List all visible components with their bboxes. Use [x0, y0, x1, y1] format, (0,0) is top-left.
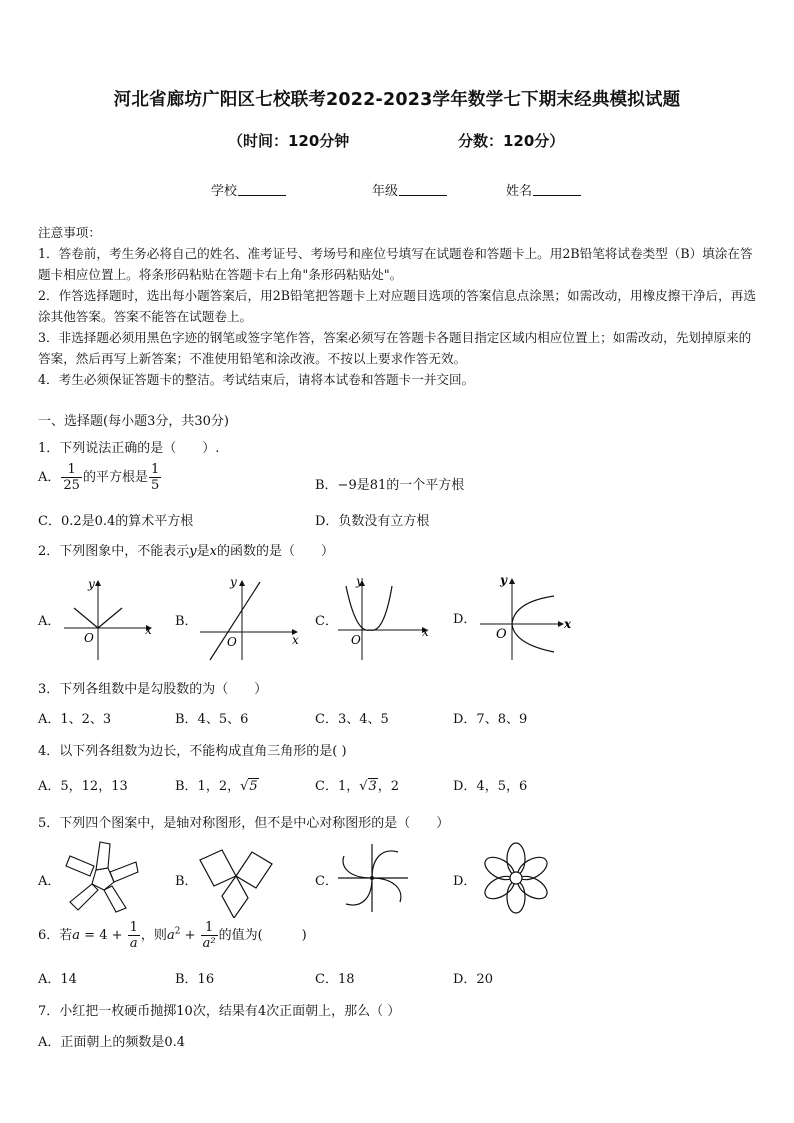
note-item: 4．考生必须保证答题卡的整洁。考试结束后，请将本试卷和答题卡一并交回。 [38, 372, 475, 387]
origin-label: O [227, 635, 237, 649]
note-item: 2．作答选择题时，选出每小题答案后，用2B铅笔把答题卡上对应题目选项的答案信息点涂黑；如需改动，用橡皮擦干净后，再选涂其他答案。答案不能答在试题卷上。 [38, 288, 756, 324]
grade-label: 年级 [372, 184, 399, 199]
q2-label-b[interactable]: B． [175, 614, 198, 629]
q5-pattern-star[interactable] [62, 838, 142, 918]
q2-label-c[interactable]: C． [315, 614, 338, 629]
q5-label-d[interactable]: D． [453, 874, 477, 889]
note-item: 3．非选择题必须用黑色字迹的钢笔或签字笔作答，答案必须写在答题卡各题目指定区域内相应位置上；如需改动，先划掉原来的答案，然后再写上新答案；不准使用铅笔和涂改液。不按以上要求作答无效。 [38, 330, 752, 366]
axis-y-label: y [356, 574, 363, 588]
q6-option-b[interactable]: B．16 [175, 972, 215, 987]
notes-heading: 注意事项： [38, 225, 101, 240]
section-heading: 一、选择题(每小题3分，共30分) [38, 414, 229, 429]
axis-y-label: y [88, 577, 95, 591]
q5-label-c[interactable]: C． [315, 874, 338, 889]
fraction: $\frac{1}{a}$ [129, 920, 138, 951]
q5-label-a[interactable]: A． [38, 874, 61, 889]
name-label: 姓名 [506, 184, 533, 199]
sqrt: √5 [240, 779, 258, 794]
q1-option-d[interactable]: D．负数没有立方根 [315, 514, 430, 529]
grade-blank[interactable] [399, 183, 447, 196]
q6-option-c[interactable]: C．18 [315, 972, 355, 987]
sqrt: √3 [359, 779, 377, 794]
q2-graph-d[interactable] [474, 568, 578, 664]
q2-graph-a[interactable] [60, 572, 160, 664]
q4-option-b[interactable]: B．1，2，√5 [175, 779, 258, 794]
q5-pattern-pinwheel[interactable] [334, 838, 414, 918]
q1-option-b[interactable]: B．−9是81的一个平方根 [315, 478, 465, 493]
axis-x-label: x [564, 617, 572, 631]
q5-stem: 5．下列四个图案中，是轴对称图形，但不是中心对称图形的是（ ） [38, 816, 450, 831]
school-label: 学校 [211, 184, 238, 199]
q5-pattern-flower[interactable] [474, 836, 558, 920]
q6-stem: 6．若a = 4 + $\frac{1}{a}$ ，则$a^2$ + $\frac{1}{\text{a²}}$ 的值为( ) [38, 920, 307, 951]
q3-option-c[interactable]: C．3、4、5 [315, 712, 389, 727]
q6-option-a[interactable]: A．14 [38, 972, 77, 987]
q7-option-a[interactable]: A．正面朝上的频数是0.4 [38, 1035, 186, 1050]
axis-y-label: y [500, 573, 507, 587]
q2-graph-b[interactable] [196, 572, 304, 664]
q5-pattern-diamonds[interactable] [196, 838, 276, 918]
q2-graph-c[interactable] [334, 572, 436, 664]
q4-stem: 4．以下列各组数为边长，不能构成直角三角形的是( ) [38, 744, 347, 759]
fraction: $\frac{1}{5}$ [150, 462, 160, 493]
school-field [211, 180, 286, 199]
q7-stem: 7．小红把一枚硬币抛掷10次，结果有4次正面朝上，那么（ ） [38, 1004, 401, 1019]
q4-option-d[interactable]: D．4，5，6 [453, 779, 528, 794]
page-title: 河北省廊坊广阳区七校联考2022-2023学年数学七下期末经典模拟试题 [113, 90, 681, 110]
q3-option-b[interactable]: B．4、5、6 [175, 712, 249, 727]
fraction: $\frac{1}{25}$ [63, 462, 80, 493]
origin-label: O [84, 631, 94, 645]
exam-score: 分数：120分） [458, 132, 565, 150]
origin-label: O [351, 633, 361, 647]
q2-label-d[interactable]: D． [453, 612, 477, 627]
q3-option-a[interactable]: A．1、2、3 [38, 712, 112, 727]
axis-x-label: x [292, 633, 299, 647]
axis-x-label: x [145, 623, 152, 637]
notes-block [38, 222, 758, 390]
q4-option-a[interactable]: A．5，12，13 [38, 779, 128, 794]
school-blank[interactable] [238, 183, 286, 196]
exam-time: （时间：120分钟 [228, 132, 350, 150]
axis-y-label: y [230, 575, 237, 589]
q2-label-a[interactable]: A． [38, 614, 61, 629]
axis-x-label: x [422, 625, 429, 639]
fraction: $\frac{1}{\text{a²}}$ [202, 920, 216, 951]
origin-label: O [496, 627, 507, 642]
name-blank[interactable] [533, 183, 581, 196]
grade-field [372, 180, 447, 199]
q1-option-c[interactable]: C．0.2是0.4的算术平方根 [38, 514, 194, 529]
q2-stem: 2．下列图象中，不能表示y是x的函数的是（ ） [38, 544, 335, 559]
q5-label-b[interactable]: B． [175, 874, 198, 889]
q1-stem: 1．下列说法正确的是（ ）. [38, 441, 220, 456]
name-field [506, 180, 581, 199]
q3-option-d[interactable]: D．7、8、9 [453, 712, 528, 727]
q1-option-a[interactable]: A． $\frac{1}{25}$ 的平方根是 $\frac{1}{5}$ [38, 462, 160, 493]
note-item: 1．答卷前，考生务必将自己的姓名、准考证号、考场号和座位号填写在试题卷和答题卡上。用2B铅笔将试卷类型（B）填涂在答题卡相应位置上。将条形码粘贴在答题卡右上角"条形码粘贴处"。 [38, 246, 753, 282]
q6-option-d[interactable]: D．20 [453, 972, 493, 987]
q4-option-c[interactable]: C．1，√3，2 [315, 779, 400, 794]
q3-stem: 3．下列各组数中是勾股数的为（ ） [38, 682, 268, 697]
